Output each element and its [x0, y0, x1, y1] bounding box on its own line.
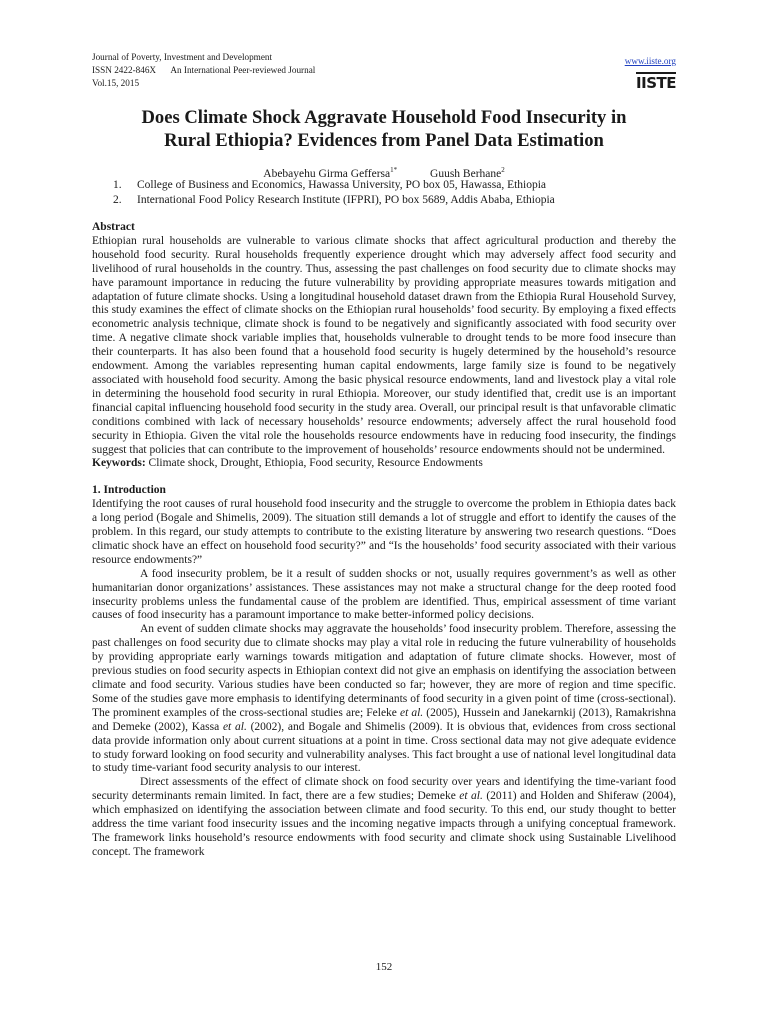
abstract-heading: Abstract	[92, 221, 135, 233]
intro-paragraph-3	[92, 623, 676, 776]
intro-p3-part-a: An event of sudden climate shocks may aggravate the households’ food insecurity problem. Therefore, assessing the past challenges on food security due to climate shocks may play a vital role in reducing the future vulnerability of households by providing appropriate early warnings towards mitigation and adaptation of future climate shocks. However, most of previous studies on food security aspects in Ethiopian context did not give an emphasis on identifying the association between climate and food security. Various studies have been conducted so far; however, they are more of region and time specific. Some of the studies gave more emphasis to identifying determinants of food security in a given point of time (cross-sectional). The prominent examples of the cross-sectional studies are; Feleke	[92, 623, 676, 719]
journal-issn-line	[92, 64, 315, 77]
intro-p4-part-b: (2011) and Holden and Shiferaw (2004), which emphasized on identifying the association between climate and food security. To this end, our study thought to better address the time variant food insecurity issues and the incoming negative impacts through a unifying conceptual framework. The framework links household’s resource endowments with food security and climate shock using Sustainable Livelihood concept. The framework	[92, 790, 676, 858]
section-heading-introduction: 1. Introduction	[92, 484, 166, 497]
intro-p3-part-b: (2005), Hussein and Janekarnkij (2013), Ramakrishna and Demeke (2002), Kassa	[92, 706, 676, 733]
keywords-line	[92, 457, 676, 471]
journal-name: Journal of Poverty, Investment and Development	[92, 52, 273, 62]
et-al-italic: et al.	[459, 790, 483, 803]
author-2: Guush Berhane	[430, 167, 502, 180]
journal-url-link[interactable]: www.iiste.org	[624, 56, 676, 66]
affiliation-text: International Food Policy Research Institute (IFPRI), PO box 5689, Addis Ababa, Ethiopia	[137, 194, 555, 206]
affiliation-1	[113, 178, 555, 193]
affiliation-2	[113, 193, 555, 208]
author-2-affil-mark: 2	[501, 166, 505, 174]
paper-body	[92, 221, 676, 860]
et-al-italic: et al.	[222, 720, 247, 733]
author-1-affil-mark: 1*	[390, 166, 398, 174]
keywords-text: Climate shock, Drought, Ethiopia, Food security, Resource Endowments	[145, 457, 483, 470]
intro-p3-part-c: (2002), and Bogale and Shimelis (2009). It is obvious that, evidences from cross sectional data provide information only about current situations at a point in time. Cross sectional data may not give adequate evidence to study forward looking on food security and vulnerability analyses. This fact brought a use of national level longitudinal data to study time-variant food security analysis to our interest.	[92, 720, 676, 775]
affiliation-number: 1.	[113, 179, 122, 191]
intro-paragraph-1: Identifying the root causes of rural household food insecurity and the struggle to overcome the problem in Ethiopia dates back a long period (Bogale and Shimelis, 2009). The situation still demands a lot of struggle and effort to identify the causes of the problem. In this regard, our study attempts to contribute to the existing literature by answering two research questions. “Does climatic shock have an effect on household food security?” and “Is the households’ food security associated with their various resource endowments?”	[92, 498, 676, 566]
journal-peer-reviewed: An International Peer-reviewed Journal	[170, 65, 316, 75]
journal-header	[92, 51, 315, 90]
paper-title-line-1: Does Climate Shock Aggravate Household Food Insecurity in	[141, 107, 627, 128]
paper-title-line-2: Rural Ethiopia? Evidences from Panel Data Estimation	[164, 130, 604, 151]
affiliation-text: College of Business and Economics, Hawassa University, PO box 05, Hawassa, Ethiopia	[137, 179, 547, 191]
et-al-italic: et al.	[399, 706, 424, 719]
affiliation-list	[113, 178, 555, 208]
page-number: 152	[375, 961, 393, 973]
iiste-logo: IISTE	[636, 74, 676, 92]
abstract-text: Ethiopian rural households are vulnerable to various climate shocks that affect agricultural production and thereby the household food security. Rural households frequently experience drought which may adversely affect food security and livelihood of rural households in the country. Thus, assessing the past challenges on food security due to climate shocks may have paramount importance in reducing the future vulnerability by providing appropriate measures towards mitigation and adaptation of future climate shocks. Using a longitudinal household dataset drawn from the Ethiopia Rural Household Survey, this study examines the effect of climate shocks on the Ethiopian rural households’ food security. By employing a fixed effects econometric analysis technique, climate shock is found to be negatively and significantly associated with food security over time. A negative climate shock variable implies that, households vulnerable to drought tends to be more food insecure than their counterparts. It has also been found that a household food security is hugely determined by the household’s resource endowment. Among the variables representing human capital endowments, large family size is found to be negatively associated with household food security. Among the basic physical resource endowments, land and livestock play a vital role in determining the household food security in rural Ethiopia. Moreover, our study identified that, credit use is an important financial capital influencing household food security in the study area. Overall, our principal result is that unfavorable climatic conditions combined with lack of necessary households’ resource endowments; adversely affect the rural household food security in Ethiopia. Given the vital role the households resource endowments have in reducing food insecurity, the findings suggest that policies that can contribute to the improvement of households’ resource endowments should not be undermined.	[92, 234, 676, 456]
author-1: Abebayehu Girma Geffersa	[263, 167, 391, 180]
intro-paragraph-4	[92, 776, 676, 859]
journal-header-right	[625, 51, 676, 93]
paper-title	[92, 106, 676, 152]
journal-issn: ISSN 2422-846X	[92, 65, 157, 75]
intro-p4-part-a: Direct assessments of the effect of climate shock on food security over years and identifying the time-variant food security determinants remain limited. In fact, there are a few studies; Demeke	[92, 776, 676, 803]
affiliation-number: 2.	[113, 194, 122, 206]
keywords-label: Keywords:	[92, 457, 146, 470]
intro-paragraph-2: A food insecurity problem, be it a result of sudden shocks or not, usually requires government’s as well as other humanitarian donor organizations’ assistances. These assistances may not make a structural change for the deep rooted food insecurity problems unless the fundamental cause of the problem are identified. Thus, empirical assessment of time variant causes of food insecurity has a paramount importance to make better-informed policy decisions.	[92, 567, 676, 622]
journal-volume: Vol.15, 2015	[92, 78, 140, 88]
